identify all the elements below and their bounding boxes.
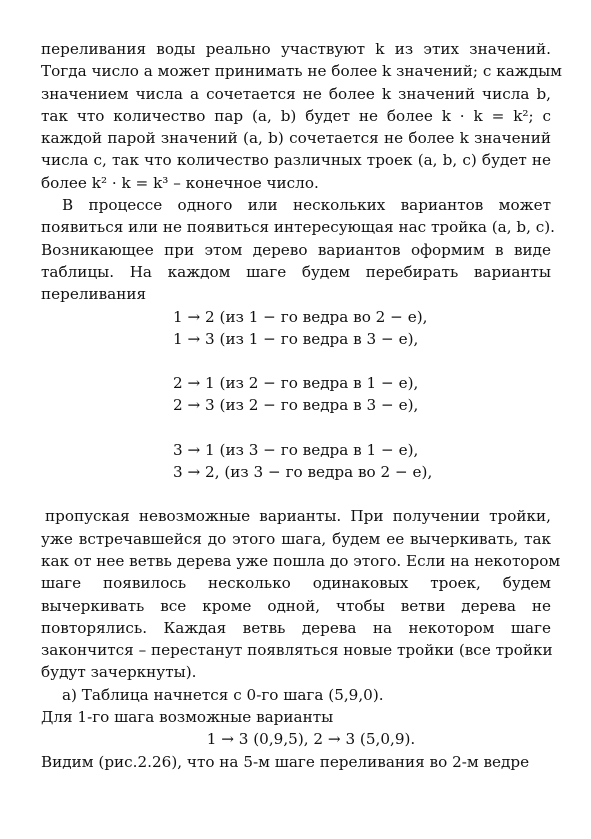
text-line: как от нее ветвь дерева уже пошла до этого. Если на некотором <box>41 551 561 570</box>
paragraph-6: Видим (рис.2.26), что на 5-м шаге переливания во 2-м ведре <box>41 752 530 771</box>
paragraph-5: Для 1-го шага возможные варианты <box>41 708 334 727</box>
text-line: будут зачеркнуты). <box>41 663 197 682</box>
text-line: появиться или не появиться интересующая нас тройка (a, b, c). <box>41 218 556 237</box>
text-line: числа c, так что количество различных троек (a, b, c) будет не <box>41 151 551 170</box>
document-page <box>41 38 562 773</box>
formula-3: 2 → 1 (из 2 − го ведра в 1 − е), <box>173 374 419 393</box>
paragraph-3 <box>41 505 561 683</box>
paragraph-1 <box>41 38 562 194</box>
text-line: Возникающее при этом дерево вариантов оформим в виде <box>41 240 551 259</box>
formula-block <box>41 306 551 506</box>
text-line: Тогда число a может принимать не более k значений; с каждым <box>41 62 562 81</box>
text-line: шаге появилось несколько одинаковых троек, будем <box>41 574 551 593</box>
text-line: В процессе одного или нескольких вариантов может <box>62 196 551 215</box>
paragraph-4: а) Таблица начнется с 0-го шага (5,9,0). <box>62 685 384 704</box>
text-line: пропуская невозможные варианты. При получении тройки, <box>45 507 551 526</box>
text-line: переливания воды реально участвуют k из этих значений. <box>41 40 551 58</box>
text-line: переливания <box>41 285 147 304</box>
formula-5: 3 → 1 (из 3 − го ведра в 1 − е), <box>173 440 419 459</box>
formula-1: 1 → 2 (из 1 − го ведра во 2 − е), <box>173 307 428 326</box>
text-line: так что количество пар (a, b) будет не более k · k = k²; с <box>41 106 551 125</box>
formula-6: 3 → 2, (из 3 − го ведра во 2 − е), <box>173 463 433 482</box>
formula-2: 1 → 3 (из 1 − го ведра в 3 − е), <box>173 329 419 348</box>
formula-4: 2 → 3 (из 2 − го ведра в 3 − е), <box>173 396 419 415</box>
paragraph-2 <box>41 194 556 305</box>
text-line: повторялись. Каждая ветвь дерева на некотором шаге <box>41 618 551 637</box>
text-line: закончится – перестанут появляться новые тройки (все тройки <box>41 641 553 660</box>
text-line: уже встречавшейся до этого шага, будем ее вычеркивать, так <box>41 529 551 548</box>
text-line: вычеркивать все кроме одной, чтобы ветви дерева не <box>41 596 551 615</box>
text-line: более k² · k = k³ – конечное число. <box>41 173 319 192</box>
text-line: таблицы. На каждом шаге будем перебирать варианты <box>41 262 551 281</box>
formula-step1: 1 → 3 (0,9,5), 2 → 3 (5,0,9). <box>206 730 416 749</box>
text-line: каждой парой значений (a, b) сочетается не более k значений <box>41 129 551 148</box>
text-line: значением числа a сочетается не более k значений числа b, <box>41 84 551 103</box>
